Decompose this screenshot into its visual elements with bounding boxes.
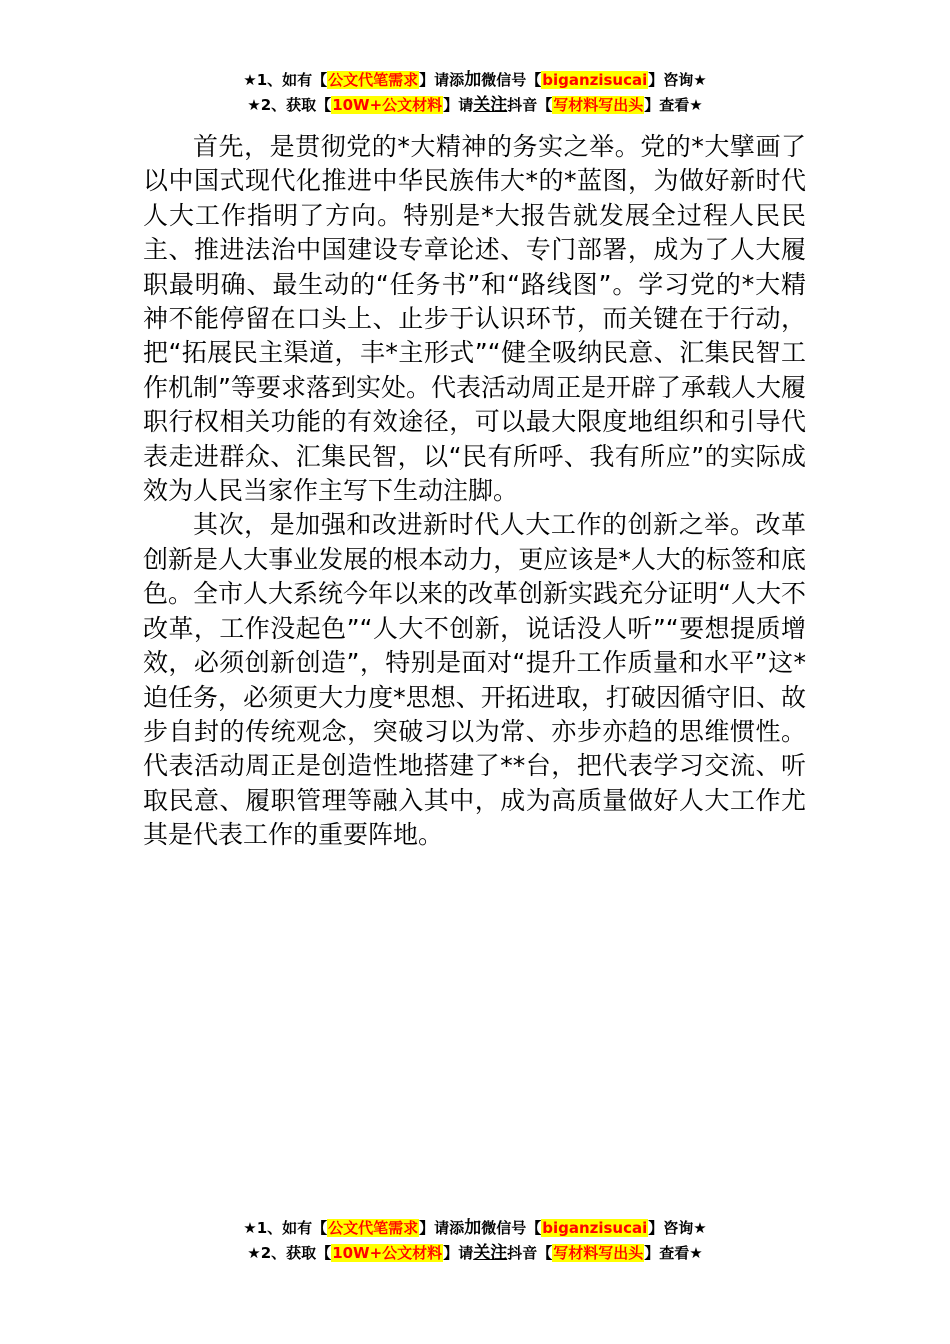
footer-banner (0, 1216, 950, 1266)
banner-text: ★1、如有【 (243, 1219, 328, 1237)
banner-text: ★2、获取【 (247, 96, 332, 114)
banner-text: 】查看★ (644, 96, 703, 114)
highlight-service: 公文代笔需求 (328, 71, 419, 89)
banner-line-1 (0, 68, 950, 93)
banner-text: 关注 (473, 1243, 508, 1263)
header-banner (0, 68, 950, 118)
banner-text: 微信号【 (481, 71, 542, 89)
document-body (143, 130, 806, 853)
banner-text: ★1、如有【 (243, 71, 328, 89)
highlight-materials: 10W+公文材料 (332, 1244, 443, 1262)
banner-text: ★2、获取【 (247, 1244, 332, 1262)
banner-line-1 (0, 1216, 950, 1241)
banner-line-2 (0, 1241, 950, 1266)
highlight-service: 公文代笔需求 (328, 1219, 419, 1237)
banner-text: 抖音【 (507, 1244, 553, 1262)
paragraph-2: 其次，是加强和改进新时代人大工作的创新之举。改革创新是人大事业发展的根本动力，更应该是*人大的标签和底色。全市人大系统今年以来的改革创新实践充分证明“人大不改革，工作没起色”“人大不创新，说话没人听”“要想提质增效，必须创新创造”，特别是面对“提升工作质量和水平”这*迫任务，必须更大力度*思想、开拓进取，打破因循守旧、故步自封的传统观念，突破习以为常、亦步亦趋的思维惯性。代表活动周正是创造性地搭建了**台，把代表学习交流、听取民意、履职管理等融入其中，成为高质量做好人大工作尤其是代表工作的重要阵地。 (143, 510, 806, 850)
banner-text: 关注 (473, 95, 508, 115)
highlight-materials: 10W+公文材料 (332, 96, 443, 114)
highlight-wechat-id: biganzisucai (542, 1219, 648, 1237)
banner-text: 】请 (443, 1244, 474, 1262)
highlight-douyin: 写材料写出头 (553, 1244, 644, 1262)
highlight-douyin: 写材料写出头 (553, 96, 644, 114)
banner-text: 】请添 (419, 1219, 465, 1237)
banner-text: 】咨询★ (648, 1219, 707, 1237)
banner-text: 】查看★ (644, 1244, 703, 1262)
banner-text: 加 (464, 70, 482, 90)
banner-line-2 (0, 93, 950, 118)
highlight-wechat-id: biganzisucai (542, 71, 648, 89)
banner-text: 】请 (443, 96, 474, 114)
banner-text: 加 (464, 1218, 482, 1238)
banner-text: 微信号【 (481, 1219, 542, 1237)
banner-text: 】请添 (419, 71, 465, 89)
banner-text: 】咨询★ (648, 71, 707, 89)
banner-text: 抖音【 (507, 96, 553, 114)
paragraph-1: 首先，是贯彻党的*大精神的务实之举。党的*大擘画了以中国式现代化推进中华民族伟大*的*蓝图，为做好新时代人大工作指明了方向。特别是*大报告就发展全过程人民民主、推进法治中国建设专章论述、专门部署，成为了人大履职最明确、最生动的“任务书”和“路线图”。学习党的*大精神不能停留在口头上、止步于认识环节，而关键在于行动，把“拓展民主渠道，丰*主形式”“健全吸纳民意、汇集民智工作机制”等要求落到实处。代表活动周正是开辟了承载人大履职行权相关功能的有效途径，可以最大限度地组织和引导代表走进群众、汇集民智，以“民有所呼、我有所应”的实际成效为人民当家作主写下生动注脚。 (143, 132, 806, 506)
